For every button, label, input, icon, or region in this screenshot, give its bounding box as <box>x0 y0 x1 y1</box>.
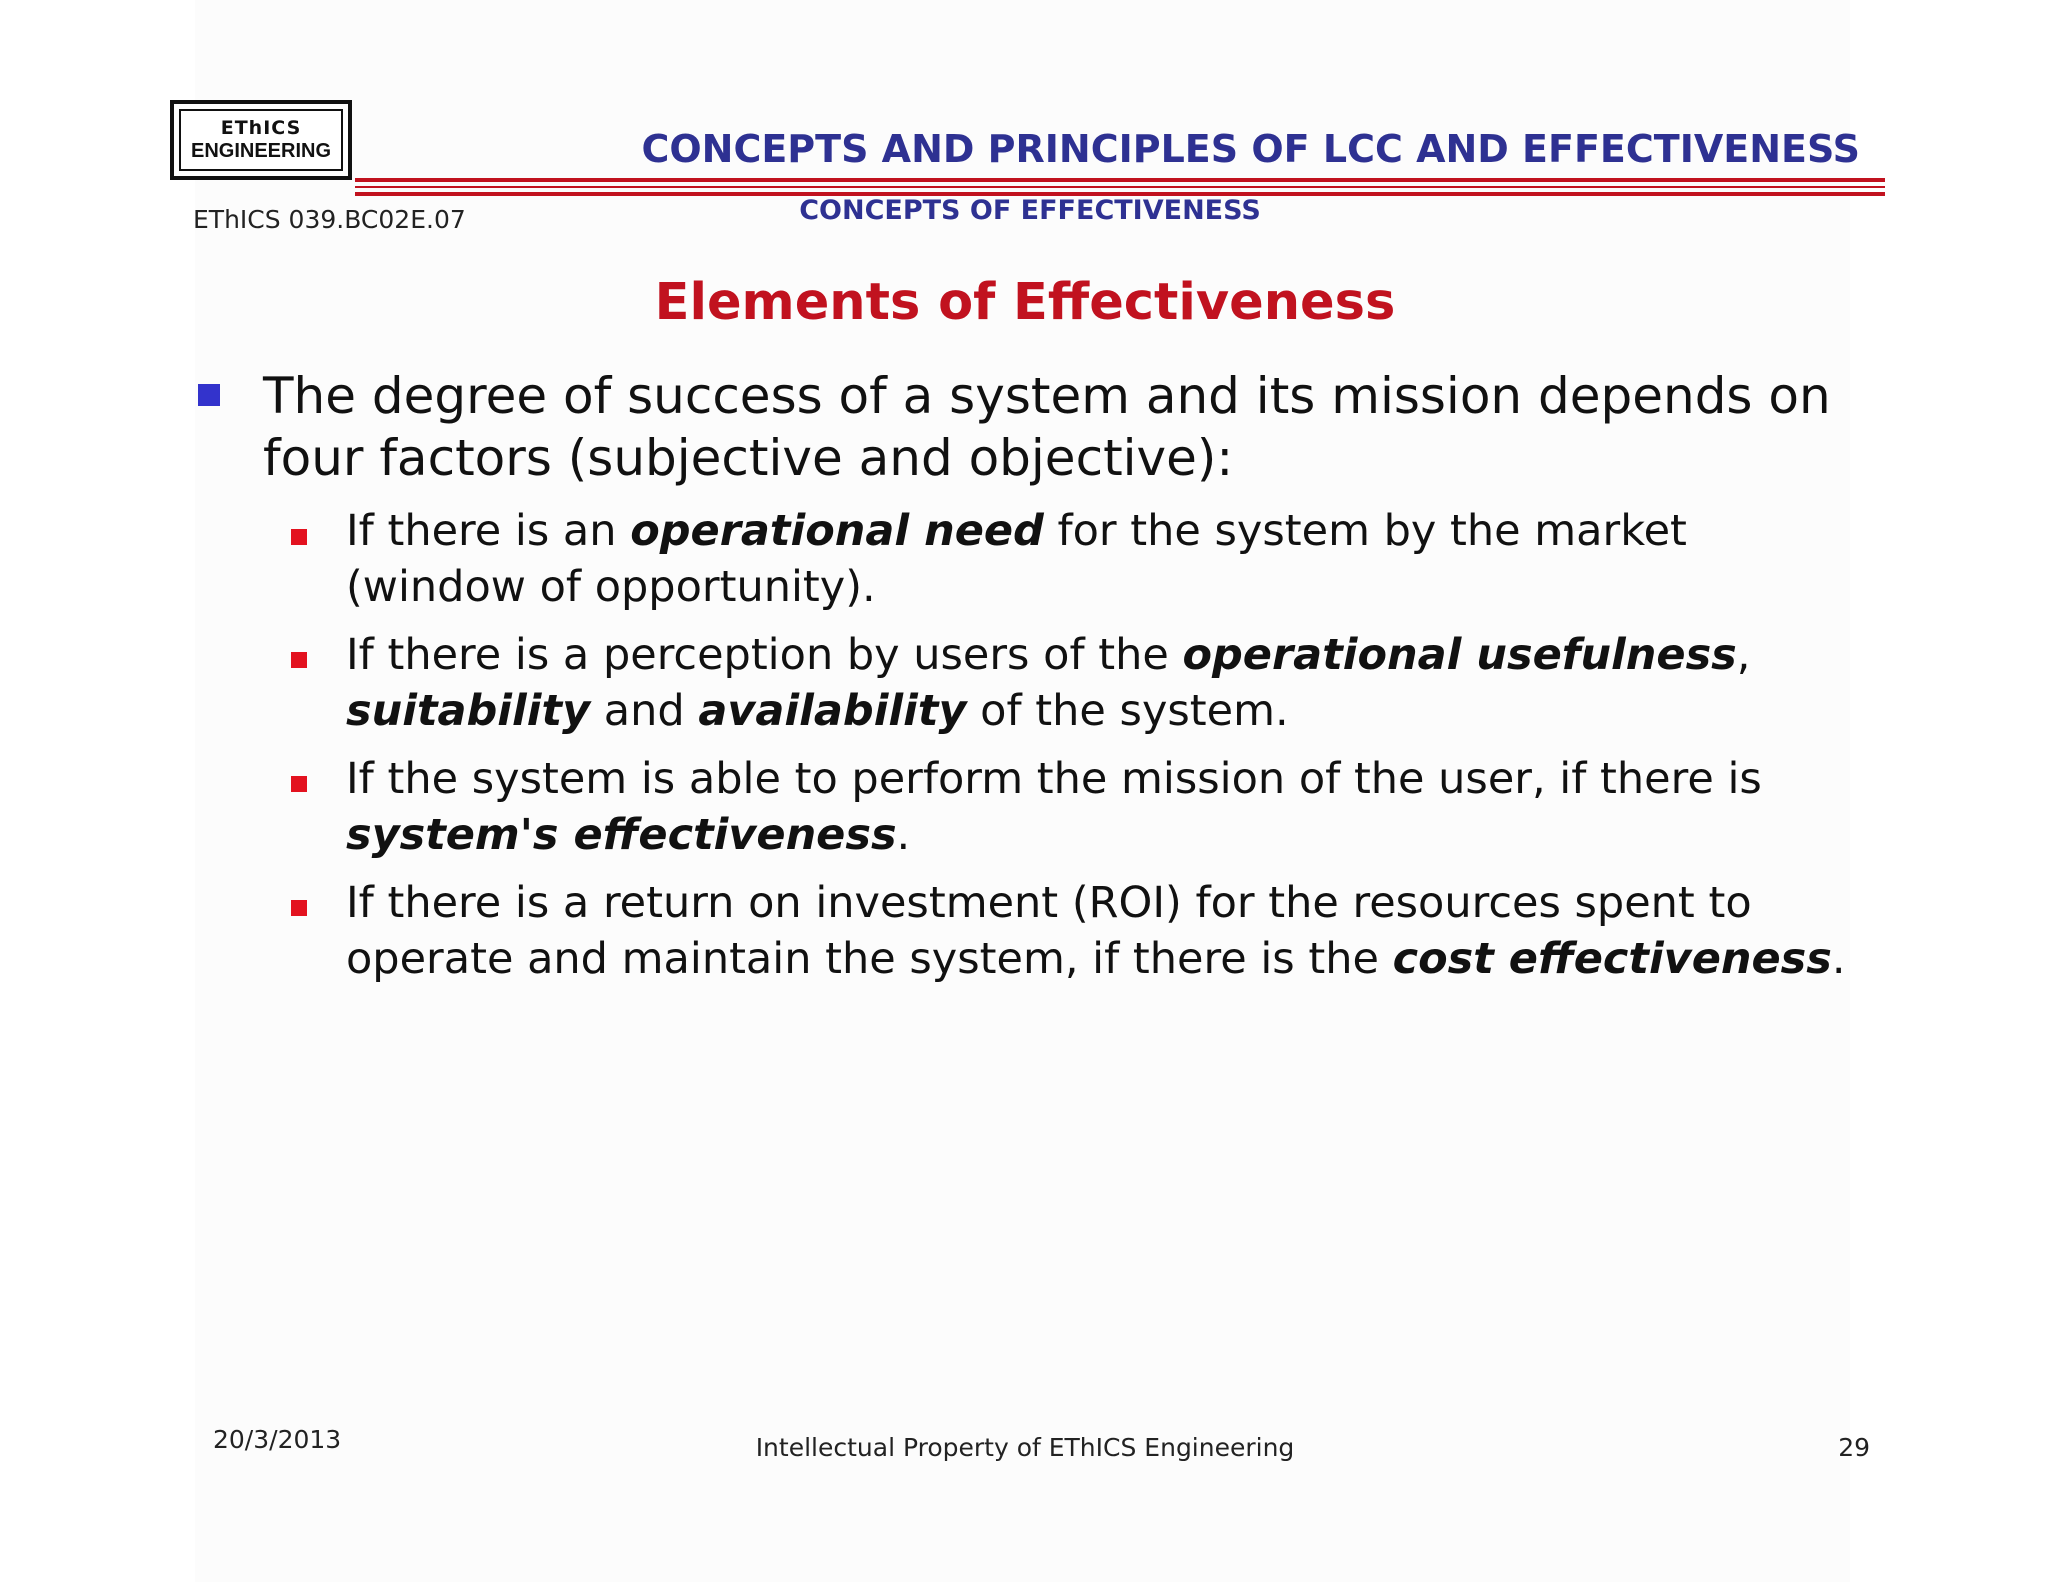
item-text: for the system by the market (window of opportunity). <box>346 506 1687 612</box>
emphasis-term: availability <box>698 686 967 736</box>
list-item-system-effectiveness <box>346 751 1866 863</box>
footer-date: 20/3/2013 <box>213 1425 342 1454</box>
list-item-operational-usefulness <box>346 627 1866 739</box>
square-bullet-icon <box>198 384 220 406</box>
item-text: of the system. <box>966 686 1289 736</box>
header-rule-middle <box>355 186 1885 188</box>
emphasis-term: operational usefulness <box>1182 630 1737 680</box>
item-text: . <box>1831 934 1846 984</box>
emphasis-term: cost effectiveness <box>1392 934 1832 984</box>
footer-copyright: Intellectual Property of EThICS Engineering <box>755 1433 1295 1462</box>
item-text: If there is a perception by users of the <box>346 630 1183 680</box>
list-item-cost-effectiveness <box>346 875 1866 987</box>
page-number: 29 <box>1838 1433 1870 1462</box>
main-title: CONCEPTS AND PRINCIPLES OF LCC AND EFFECTIVENESS <box>641 127 1860 171</box>
section-subtitle: CONCEPTS OF EFFECTIVENESS <box>799 195 1261 226</box>
intro-paragraph: The degree of success of a system and its mission depends on four factors (subjective and objective): <box>263 367 1831 487</box>
item-text: If there is a return on investment (ROI) for the resources spent to operate and maintain the system, if there is the <box>346 878 1752 984</box>
item-text: If the system is able to perform the mission of the user, if there is <box>346 754 1762 804</box>
item-text: If there is an <box>346 506 631 556</box>
logo-inner-frame <box>179 109 343 171</box>
emphasis-term: operational need <box>630 506 1044 556</box>
logo-text-engineering: ENGINEERING <box>190 140 332 162</box>
list-item-operational-need <box>346 503 1866 615</box>
ethics-engineering-logo <box>170 100 352 180</box>
header-rule-top <box>355 178 1885 182</box>
square-bullet-icon <box>291 776 307 792</box>
item-text: and <box>590 686 699 736</box>
item-text: , <box>1736 630 1751 680</box>
logo-text-ethics: EThICS <box>220 117 302 139</box>
square-bullet-icon <box>291 900 307 916</box>
emphasis-term: system's effectiveness <box>346 810 897 860</box>
item-text: . <box>896 810 911 860</box>
document-code: EThICS 039.BC02E.07 <box>193 205 466 234</box>
square-bullet-icon <box>291 652 307 668</box>
square-bullet-icon <box>291 529 307 545</box>
slide-heading: Elements of Effectiveness <box>654 273 1396 332</box>
emphasis-term: suitability <box>346 686 591 736</box>
